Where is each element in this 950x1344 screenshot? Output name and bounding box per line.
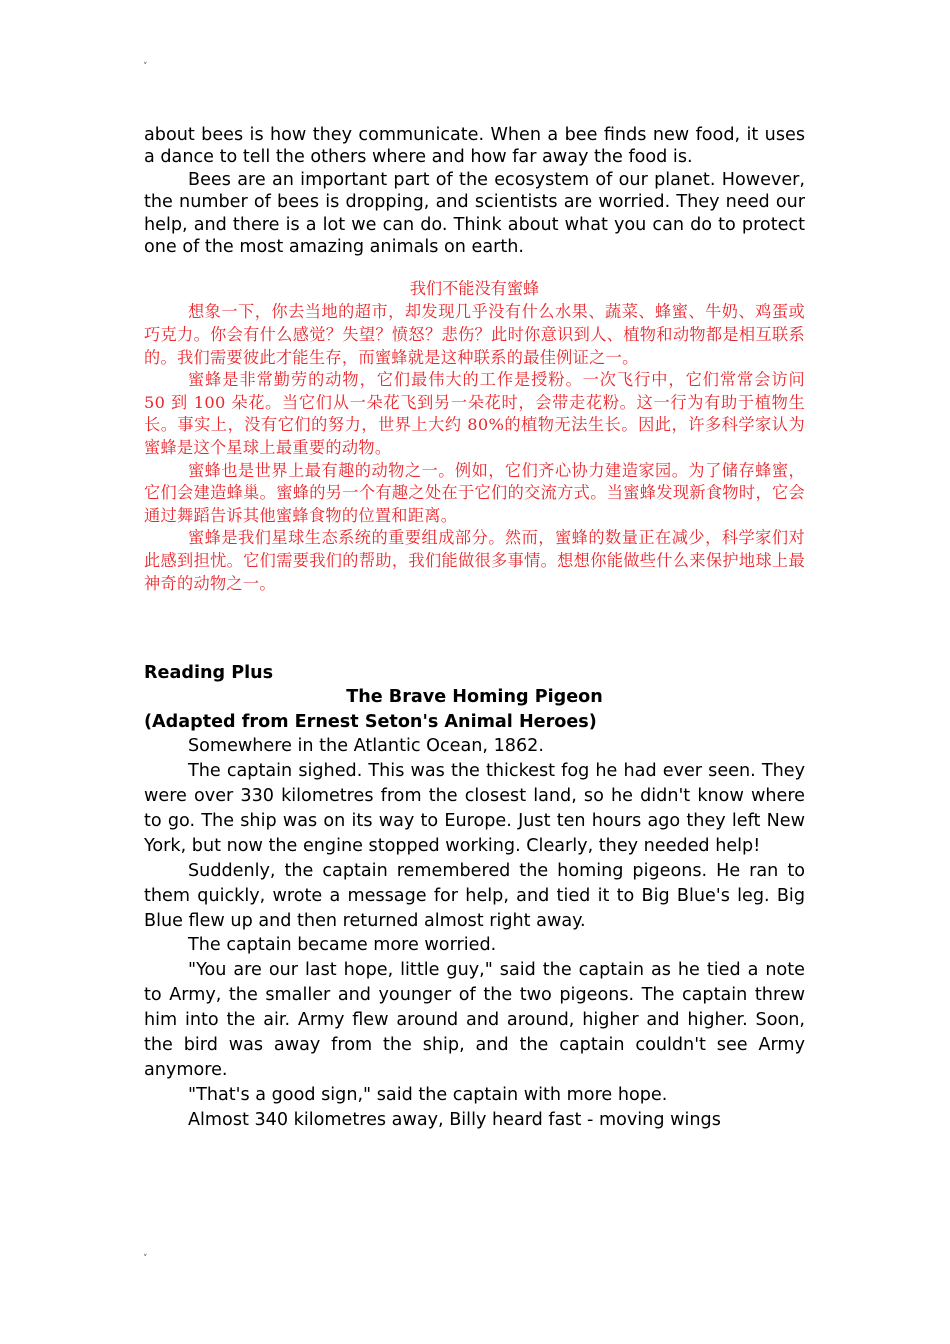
bees-chinese-title: 我们不能没有蜜蜂 (409, 279, 540, 299)
story-source: (Adapted from Ernest Seton's Animal Heroes) (144, 711, 597, 732)
story-paragraph: Somewhere in the Atlantic Ocean, 1862. (188, 736, 544, 757)
bees-chinese-paragraph: 想象一下，你去当地的超市，却发现几乎没有什么水果、蔬菜、蜂蜜、牛奶、鸡蛋或巧克力。你会有什么感觉？失望？愤怒？悲伤？此时你意识到人、植物和动物都是相互联系的。我们需要彼此才能生存，而蜜蜂就是这种联系的最佳例证之一。 (144, 302, 805, 367)
bees-chinese-paragraph: 蜜蜂是非常勤劳的动物，它们最伟大的工作是授粉。一次飞行中，它们常常会访问 50 到 100 朵花。当它们从一朵花飞到另一朵花时，会带走花粉。这一行为有助于植物生长。事实上，没有它们的努力，世界上大约 80%的植物无法生长。因此，许多科学家认为蜜蜂是这个星球上最重要的动物。 (144, 370, 805, 457)
story-paragraph: The captain became more worried. (188, 935, 497, 956)
story-paragraph: "You are our last hope, little guy," said the captain as he tied a note to Army, the smaller and younger of the two pigeons. The captain threw him into the air. Army flew around and around, higher and higher. Soon, the bird was away from the ship, and the captain couldn't see Army anymore. (144, 960, 805, 1080)
page-corner-mark: ˅ (143, 1254, 148, 1264)
bees-chinese-paragraph: 蜜蜂也是世界上最有趣的动物之一。例如，它们齐心协力建造家园。为了储存蜂蜜，它们会建造蜂巢。蜜蜂的另一个有趣之处在于它们的交流方式。当蜜蜂发现新食物时，它会通过舞蹈告诉其他蜜蜂食物的位置和距离。 (144, 460, 805, 525)
bees-chinese-paragraph: 蜜蜂是我们星球生态系统的重要组成部分。然而，蜜蜂的数量正在减少，科学家们对此感到担忧。它们需要我们的帮助，我们能做很多事情。想想你能做些什么来保护地球上最神奇的动物之一。 (144, 528, 805, 593)
bees-english-paragraph-continued: about bees is how they communicate. When a bee finds new food, it uses a dance to tell the others where and how far away the food is. (144, 125, 805, 168)
reading-plus-label: Reading Plus (144, 663, 274, 684)
story-paragraph: Suddenly, the captain remembered the homing pigeons. He ran to them quickly, wrote a message for help, and tied it to Big Blue's leg. Big Blue flew up and then returned almost right away. (144, 860, 805, 931)
story-title: The Brave Homing Pigeon (346, 687, 603, 708)
page-content (144, 124, 805, 1133)
story-paragraph: Almost 340 kilometres away, Billy heard fast - moving wings (188, 1109, 721, 1130)
bees-english-paragraph-ecosystem: Bees are an important part of the ecosystem of our planet. However, the number of bees is dropping, and scientists are worried. They need our help, and there is a lot we can do. Think about what you can do to protect one of the most amazing animals on earth. (144, 169, 805, 258)
story-paragraph: "That's a good sign," said the captain with more hope. (188, 1084, 668, 1105)
page-corner-mark: ˅ (143, 62, 148, 72)
story-paragraph: The captain sighed. This was the thickest fog he had ever seen. They were over 330 kilometres from the closest land, so he didn't know where to go. The ship was on its way to Europe. Just ten hours ago they left New York, but now the engine stopped working. Clearly, they needed help! (144, 761, 805, 856)
